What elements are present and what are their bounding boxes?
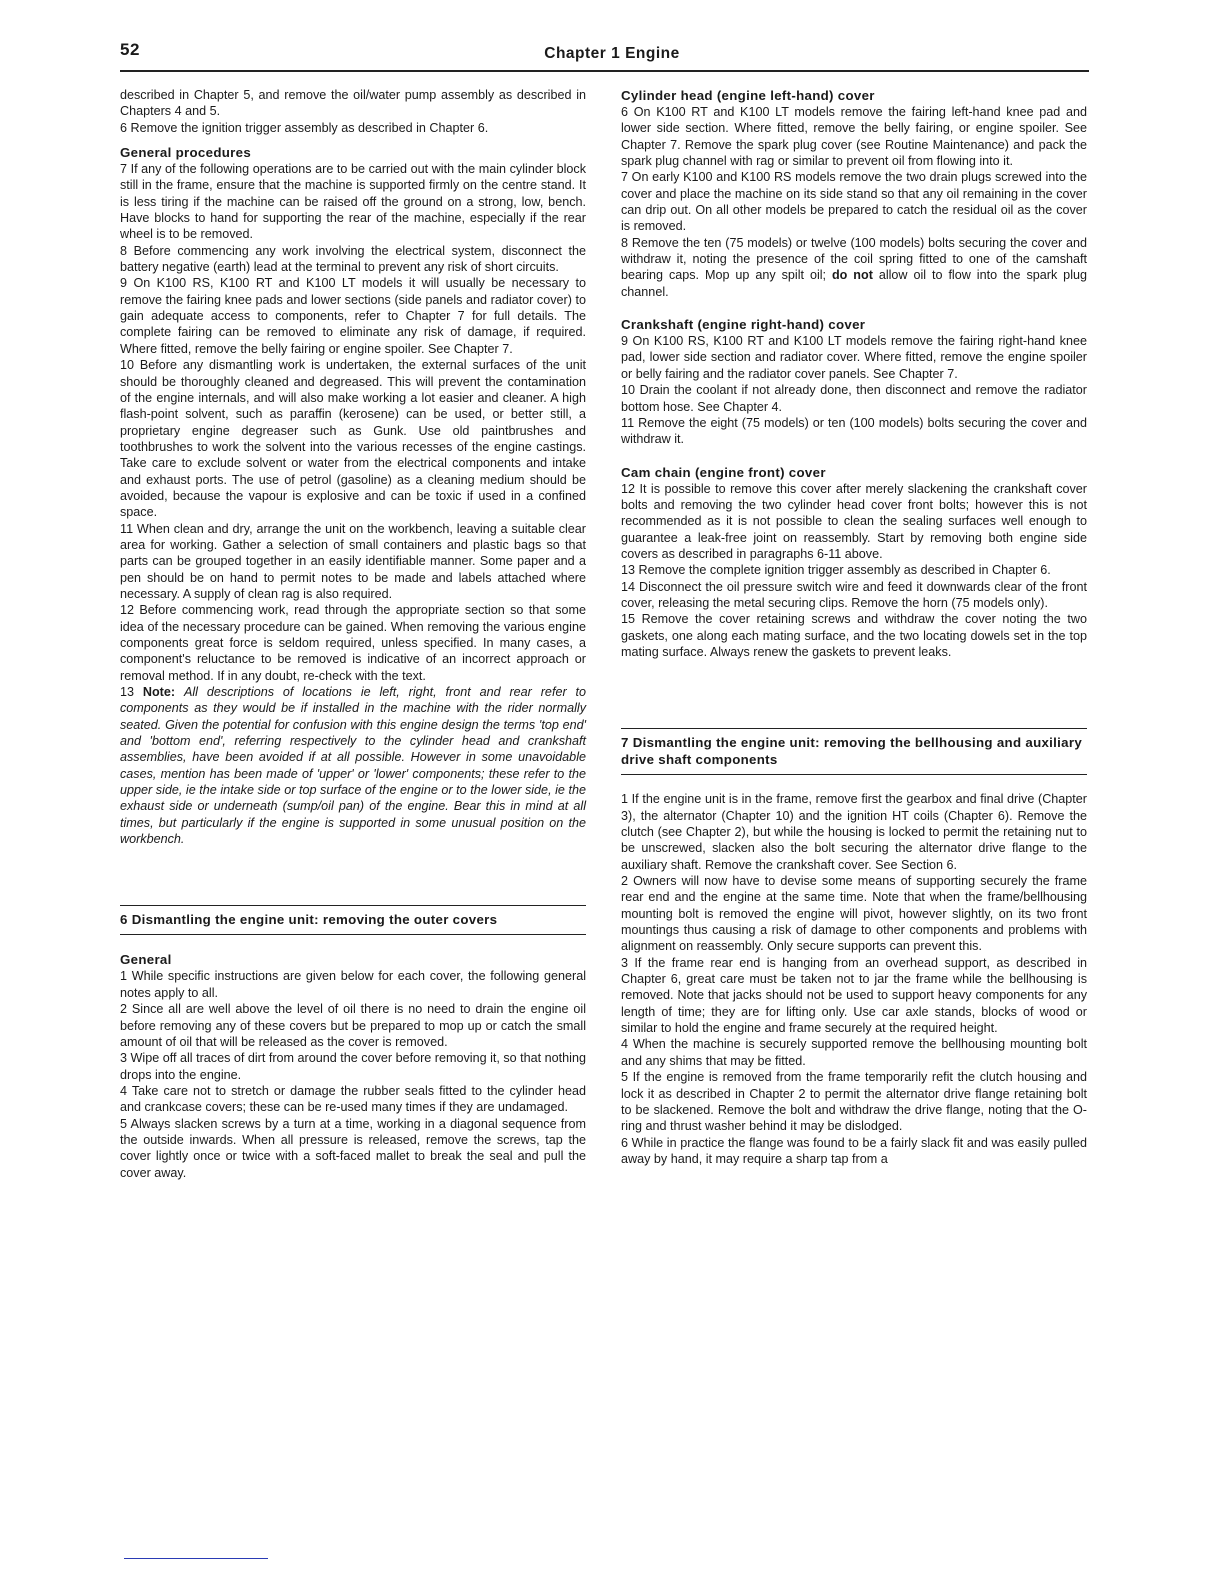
right-column (621, 87, 1087, 1167)
paragraph: 3 Wipe off all traces of dirt from around the cover before removing it, so that nothing drops into the engine. (120, 1051, 586, 1082)
paragraph: 1 While specific instructions are given below for each cover, the following general notes apply to all. (120, 969, 586, 1000)
paragraph: 8 Before commencing any work involving the electrical system, disconnect the battery negative (earth) lead at the terminal to prevent any risk of short circuits. (120, 243, 586, 275)
paragraph: 13 Remove the complete ignition trigger assembly as described in Chapter 6. (621, 563, 1051, 578)
section-7-title: 7 Dismantling the engine unit: removing the bellhousing and auxiliary drive shaft components (621, 735, 1083, 768)
left-column (120, 87, 586, 1181)
emphasis-do-not: do not (831, 268, 873, 283)
paragraph: 1 If the engine unit is in the frame, remove first the gearbox and final drive (Chapter 3), the alternator (Chapter 10) and the ignition HT coils (Chapter 6). Remove the clutch (see Chapter 2), but while the housing is locked to permit the retaining nut to be unscrewed, slacken also the bolt securing the alternator drive flange to the auxiliary shaft. Remove the crankshaft cover. See Section 6. (621, 792, 1087, 872)
header-rule (120, 70, 1089, 72)
paragraph: described in Chapter 5, and remove the oil/water pump assembly as described in Chapters 4 and 5. (120, 88, 586, 119)
paragraph: 6 While in practice the flange was found to be a fairly slack fit and was easily pulled away by hand, it may require a sharp tap from a (621, 1135, 1087, 1166)
subheading-cylinder-head-cover: Cylinder head (engine left-hand) cover (621, 88, 875, 103)
subheading-general: General (120, 952, 172, 968)
paragraph: 10 Drain the coolant if not already done, then disconnect and remove the radiator bottom hose. See Chapter 4. (621, 383, 1087, 414)
paragraph-text: 8 Remove the ten (75 models) or twelve (100 models) bolts securing the cover and withdraw it, noting the presence of the coil spring fitted to one of the camshaft bearing caps. Mop up any spilt oil; (621, 235, 1087, 283)
paragraph: 3 If the frame rear end is hanging from an overhead support, as described in Chapter 6, great care must be taken not to jar the frame while the bellhousing is removed. Note that jacks should not be used to support heavy components for any length of time; they are for lifting only. Use car axle stands, blocks of wood or similar to hold the engine and frame securely at the required height. (621, 955, 1087, 1036)
section-6-header (120, 905, 586, 935)
paragraph: 15 Remove the cover retaining screws and withdraw the cover noting the two gaskets, one along each mating surface, and the two locating dowels set in the top mating surface. Always renew the gaskets to prevent leaks. (621, 612, 1087, 659)
subheading-general-procedures: General procedures (120, 145, 252, 161)
paragraph: 4 Take care not to stretch or damage the rubber seals fitted to the cylinder head and crankcase covers; these can be re-used many times if they are undamaged. (120, 1083, 586, 1115)
section-6-title: 6 Dismantling the engine unit: removing the outer covers (120, 912, 498, 928)
paragraph: 6 On K100 RT and K100 LT models remove the fairing left-hand knee pad and lower side section. Where fitted, remove the belly fairing, or engine spoiler. See Chapter 7. Remove the spark plug cover (see Routine Maintenance) and pack the spark plug channel with rag or similar to prevent oil from flowing into it. (621, 105, 1087, 169)
paragraph: 7 On early K100 and K100 RS models remove the two drain plugs screwed into the cover and place the machine on its side stand so that any oil remaining in the cover can drip out. On all other models be prepared to catch the residual oil as the cover is removed. (621, 170, 1087, 234)
paragraph: 9 On K100 RS, K100 RT and K100 LT models it will usually be necessary to remove the fairing knee pads and lower sections (side panels and radiator cover) to gain adequate access to components, refer to Chapter 7 for full details. The complete fairing can be removed to eliminate any risk of damage, if required. Where fitted, remove the belly fairing or engine spoiler. See Chapter 7. (120, 276, 586, 356)
paragraph: 11 When clean and dry, arrange the unit on the workbench, leaving a suitable clear area for working. Gather a selection of small containers and plastic bags so that parts can be grouped together in an easily identifiable manner. Some paper and a pen should be on hand to permit notes to be made and labels attached where necessary. A supply of clean rag is also required. (120, 521, 586, 601)
paragraph: 11 Remove the eight (75 models) or ten (100 models) bolts securing the cover and withdraw it. (621, 415, 1087, 447)
chapter-title: Chapter 1 Engine (544, 45, 680, 62)
paragraph-text: allow oil to flow into the spark plug channel. (621, 268, 1087, 299)
paragraph: 9 On K100 RS, K100 RT and K100 LT models remove the fairing right-hand knee pad, lower side section and radiator cover. Where fitted, remove the engine spoiler or belly fairing and the radiator cover panels. See Chapter 7. (621, 334, 1087, 381)
paragraph (621, 235, 1087, 300)
note-label: Note: (142, 685, 176, 700)
paragraph: 10 Before any dismantling work is undertaken, the external surfaces of the unit should be thoroughly cleaned and degreased. This will prevent the contamination of the engine internals, and will also make working a lot easier and cleaner. A high flash-point solvent, such as paraffin (kerosene) can be used, or better still, a proprietary engine degreaser such as Gunk. Use old paintbrushes and toothbrushes to work the solvent into the various recesses of the engine castings. Take care to exclude solvent or water from the electrical components and intake and exhaust ports. The use of petrol (gasoline) as a cleaning medium should be avoided, because the vapour is explosive and can be toxic if used in a confined space. (120, 358, 586, 520)
paragraph: 6 Remove the ignition trigger assembly as described in Chapter 6. (120, 120, 489, 135)
paragraph: 4 When the machine is securely supported remove the bellhousing mounting bolt and any shims that may be fitted. (621, 1037, 1087, 1068)
page-number: 52 (120, 40, 140, 59)
paragraph: 5 Always slacken screws by a turn at a time, working in a diagonal sequence from the outside inwards. When all pressure is released, remove the screws, tap the cover lightly once or twice with a soft-faced mallet to break the seal and pull the cover away. (120, 1116, 586, 1180)
note-paragraph (120, 684, 586, 847)
paragraph: 7 If any of the following operations are to be carried out with the main cylinder block still in the frame, ensure that the machine is supported firmly on the centre stand. It is less tiring if the machine can be raised off the ground on a strong, low, bench. Have blocks to hand for supporting the rear of the machine, especially if the rear wheel is to be removed. (120, 162, 586, 242)
paragraph: 12 Before commencing work, read through the appropriate section so that some idea of the necessary procedure can be gained. When removing the various engine components great force is seldom required, unless specified. In many cases, a component's reluctance to be removed is indicative of an incorrect approach or removal method. If in any doubt, re-check with the text. (120, 603, 586, 683)
paragraph: 12 It is possible to remove this cover after merely slackening the crankshaft cover bolts and removing the two cylinder head cover front bolts; however this is not recommended as it is not possible to clean the sealing surfaces well enough to guarantee a leak-free joint on reassembly. Start by removing both engine side covers as described in paragraphs 6-11 above. (621, 481, 1087, 561)
footer-rule (124, 1558, 268, 1559)
paragraph: 2 Since all are well above the level of oil there is no need to drain the engine oil before removing any of these covers but be prepared to mop up or catch the small amount of oil that will be released as the cover is removed. (120, 1002, 586, 1049)
paragraph: 14 Disconnect the oil pressure switch wire and feed it downwards clear of the front cover, releasing the metal securing clips. Remove the horn (75 models only). (621, 579, 1087, 610)
subheading-crankshaft-cover: Crankshaft (engine right-hand) cover (621, 317, 866, 333)
note-number: 13 (120, 685, 135, 700)
subheading-cam-chain-cover: Cam chain (engine front) cover (621, 464, 826, 480)
paragraph: 5 If the engine is removed from the frame temporarily refit the clutch housing and lock it as described in Chapter 2 to permit the alternator drive flange retaining bolt to be slackened. Remove the bolt and withdraw the drive flange, noting that the O-ring and thrust washer behind it may be dislodged. (621, 1070, 1087, 1134)
note-text: All descriptions of locations ie left, right, front and rear refer to components as they would be if installed in the machine with the rider normally seated. Given the potential for confusion with this engine design the terms 'top end' and 'bottom end', referring respectively to the cylinder head and crankshaft assemblies, have been avoided if at all possible. However in some unavoidable cases, mention has been made of 'upper' or 'lower' components; these refer to the upper side, ie the intake side or top surface of the engine or to the lower side, ie the exhaust side or underneath (sump/oil pan) of the engine. Bear this in mind at all times, but particularly if the engine is supported in some unusual position on the workbench. (120, 685, 587, 847)
section-7-header (621, 728, 1087, 775)
paragraph: 2 Owners will now have to devise some means of supporting securely the frame rear end and the engine at the same time. Note that when the frame/bellhousing mounting bolt is removed the engine will pivot, however slightly, on its two front mountings thus causing a risk of damage to other components and problems with alignment on reassembly. Only secure supports can prevent this. (621, 874, 1087, 954)
